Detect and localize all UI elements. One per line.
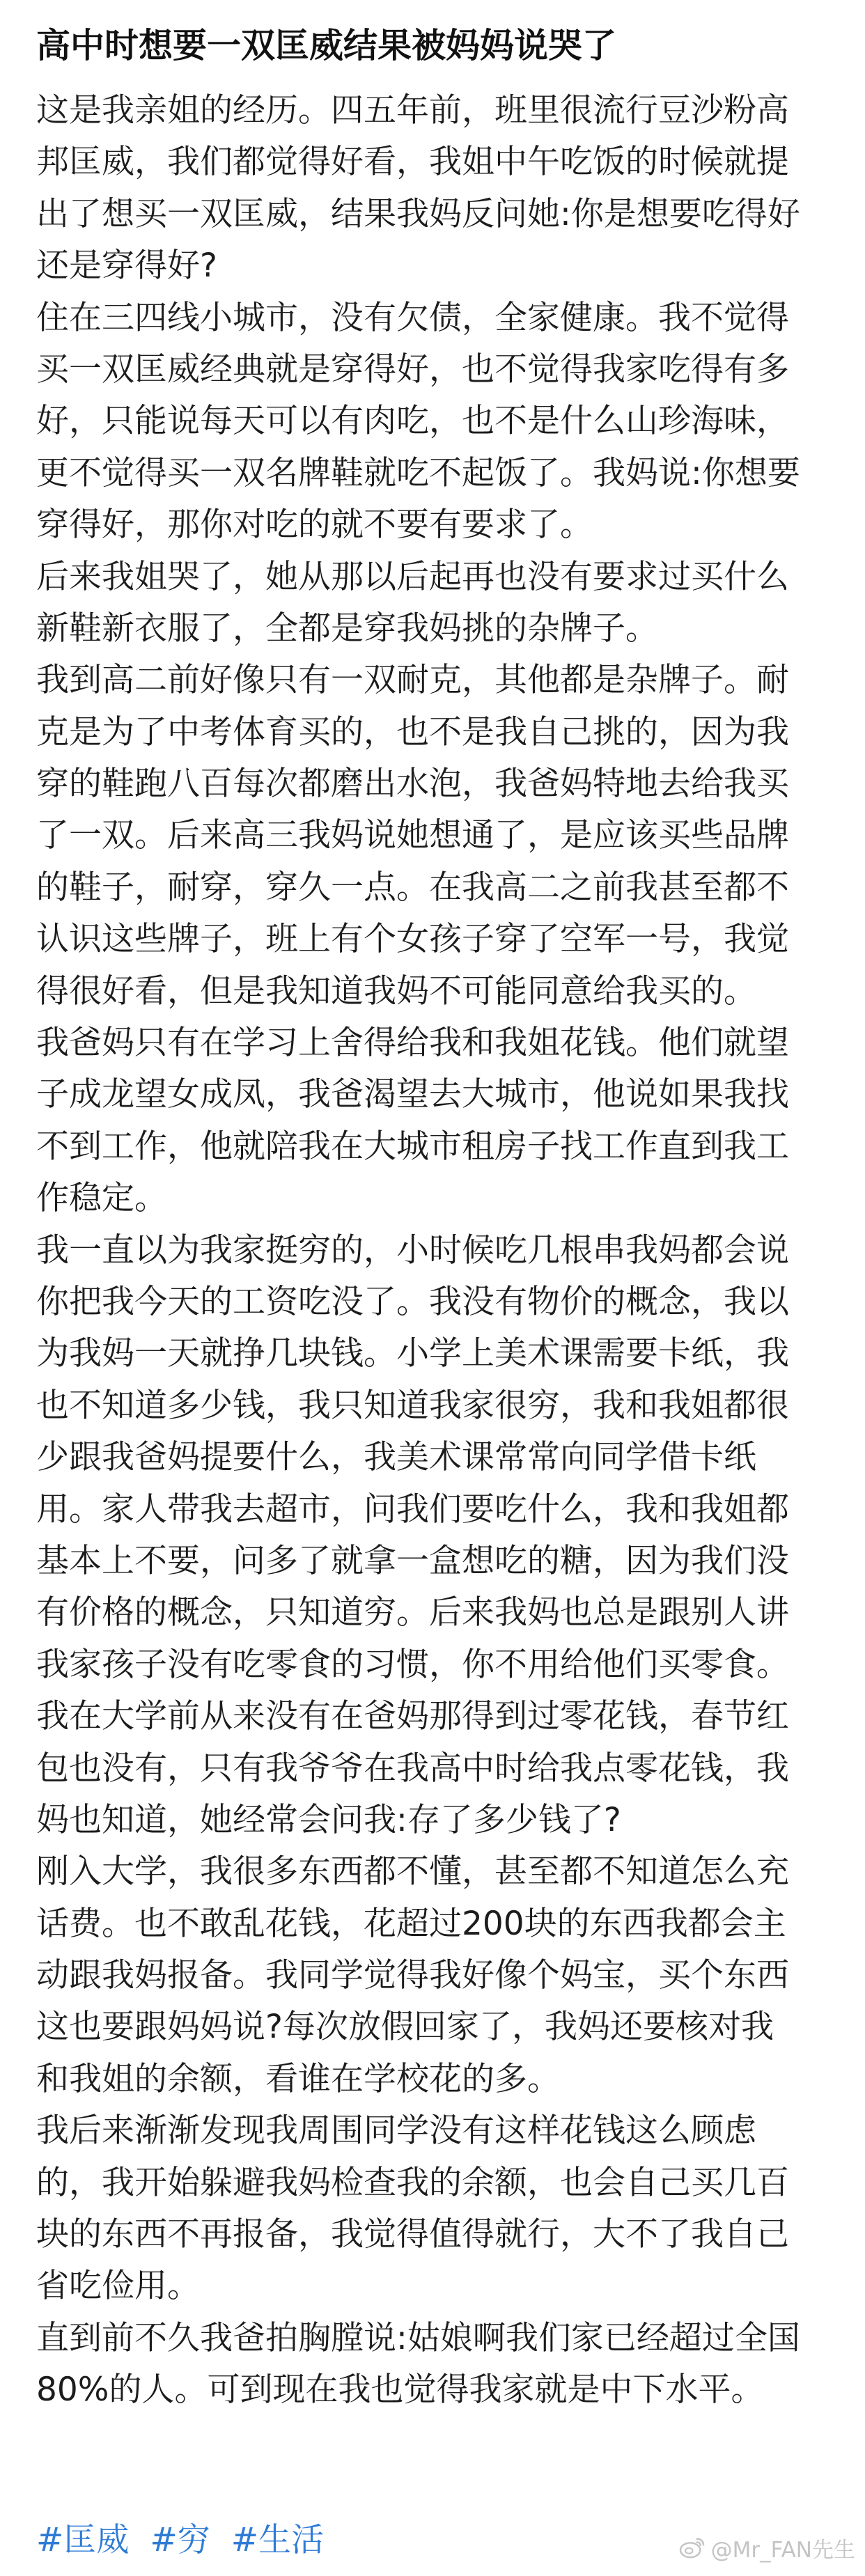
post-text-line: 用。家人带我去超市，问我们要吃什么，我和我姐都 [36,1490,789,1529]
post-title: 高中时想要一双匡威结果被妈妈说哭了 [36,26,617,65]
post-text-line: 直到前不久我爸拍胸膛说:姑娘啊我们家已经超过全国 [36,2318,800,2357]
post-text-line: 我后来渐渐发现我周围同学没有这样花钱这么顾虑 [36,2111,756,2150]
post-body [36,85,837,2417]
post-text-line: 克是为了中考体育买的，也不是我自己挑的，因为我 [36,712,789,751]
hashtag-qiong[interactable]: #穷 [150,2521,210,2559]
post-text-line: 后来我姐哭了，她从那以后起再也没有要求过买什么 [36,557,789,596]
post-text-line: 我在大学前从来没有在爸妈那得到过零花钱，春节红 [36,1697,789,1736]
post-text-line: 的鞋子，耐穿，穿久一点。在我高二之前我甚至都不 [36,868,789,907]
post-text-line: 有价格的概念，只知道穷。后来我妈也总是跟别人讲 [36,1593,789,1632]
post-text-line: 子成龙望女成凤，我爸渴望去大城市，他说如果我找 [36,1075,789,1114]
post-text-line: 穿得好，那你对吃的就不要有要求了。 [36,506,593,545]
post-text-line: 了一双。后来高三我妈说她想通了，是应该买些品牌 [36,816,789,855]
post-text-line: 话费。也不敢乱花钱，花超过200块的东西我都会主 [36,1904,786,1943]
hashtag-shenghuo[interactable]: #生活 [231,2521,325,2559]
post-text-line: 刚入大学，我很多东西都不懂，甚至都不知道怎么充 [36,1852,789,1891]
post-text-line: 包也没有，只有我爷爷在我高中时给我点零花钱，我 [36,1749,789,1788]
post-text-line: 省吃俭用。 [36,2267,200,2306]
post-text-line: 住在三四线小城市，没有欠债，全家健康。我不觉得 [36,298,789,337]
post-text-line: 认识这些牌子，班上有个女孩子穿了空军一号，我觉 [36,920,789,959]
post-text-line: 我到高二前好像只有一双耐克，其他都是杂牌子。耐 [36,661,789,700]
post-text-line: 邦匡威，我们都觉得好看，我姐中午吃饭的时候就提 [36,143,789,182]
post-text-line: 少跟我爸妈提要什么，我美术课常常向同学借卡纸 [36,1438,756,1477]
post-text-line: 为我妈一天就挣几块钱。小学上美术课需要卡纸，我 [36,1334,789,1373]
post-text-line: 得很好看，但是我知道我妈不可能同意给我买的。 [36,971,756,1010]
post-text-line: 动跟我妈报备。我同学觉得我好像个妈宝，买个东西 [36,1956,789,1995]
post-text-line: 作稳定。 [36,1179,167,1218]
post-text-line: 这也要跟妈妈说?每次放假回家了，我妈还要核对我 [36,2008,774,2047]
post-text-line: 买一双匡威经典就是穿得好，也不觉得我家吃得有多 [36,350,789,389]
post-text-line: 也不知道多少钱，我只知道我家很穷，我和我姐都很 [36,1386,789,1425]
post-text-line: 妈也知道，她经常会问我:存了多少钱了? [36,1800,621,1839]
post-text-line: 80%的人。可到现在我也觉得我家就是中下水平。 [36,2371,764,2410]
post-text-line: 块的东西不再报备，我觉得值得就行，大不了我自己 [36,2215,789,2254]
post-text-line: 出了想买一双匡威，结果我妈反问她:你是想要吃得好 [36,194,800,233]
post-text-line: 你把我今天的工资吃没了。我没有物价的概念，我以 [36,1282,789,1321]
post-text-line: 的，我开始躲避我妈检查我的余额，也会自己买几百 [36,2163,789,2202]
watermark [679,2528,855,2567]
post-text-line: 更不觉得买一双名牌鞋就吃不起饭了。我妈说:你想要 [36,453,800,492]
hashtag-list [36,2514,324,2567]
watermark-text: @Mr_FAN先生 [710,2537,855,2563]
post-text-line: 我家孩子没有吃零食的习惯，你不用给他们买零食。 [36,1645,789,1684]
post-text-line: 和我姐的余额，看谁在学校花的多。 [36,2059,560,2098]
post-text-line: 新鞋新衣服了，全都是穿我妈挑的杂牌子。 [36,609,658,648]
post-text-line: 不到工作，他就陪我在大城市租房子找工作直到我工 [36,1127,789,1166]
post-text-line: 还是穿得好? [36,247,217,286]
weibo-logo-icon [679,2536,706,2559]
post-text-line: 好，只能说每天可以有肉吃，也不是什么山珍海味， [36,402,789,441]
post-text-line: 我一直以为我家挺穷的，小时候吃几根串我妈都会说 [36,1231,789,1270]
post-text-line: 我爸妈只有在学习上舍得给我和我姐花钱。他们就望 [36,1024,789,1063]
post-text-line: 穿的鞋跑八百每次都磨出水泡，我爸妈特地去给我买 [36,765,789,804]
post-text-line: 基本上不要，问多了就拿一盒想吃的糖，因为我们没 [36,1541,789,1580]
post-text-line: 这是我亲姐的经历。四五年前，班里很流行豆沙粉高 [36,91,789,130]
hashtag-kuangwei[interactable]: #匡威 [36,2521,130,2559]
